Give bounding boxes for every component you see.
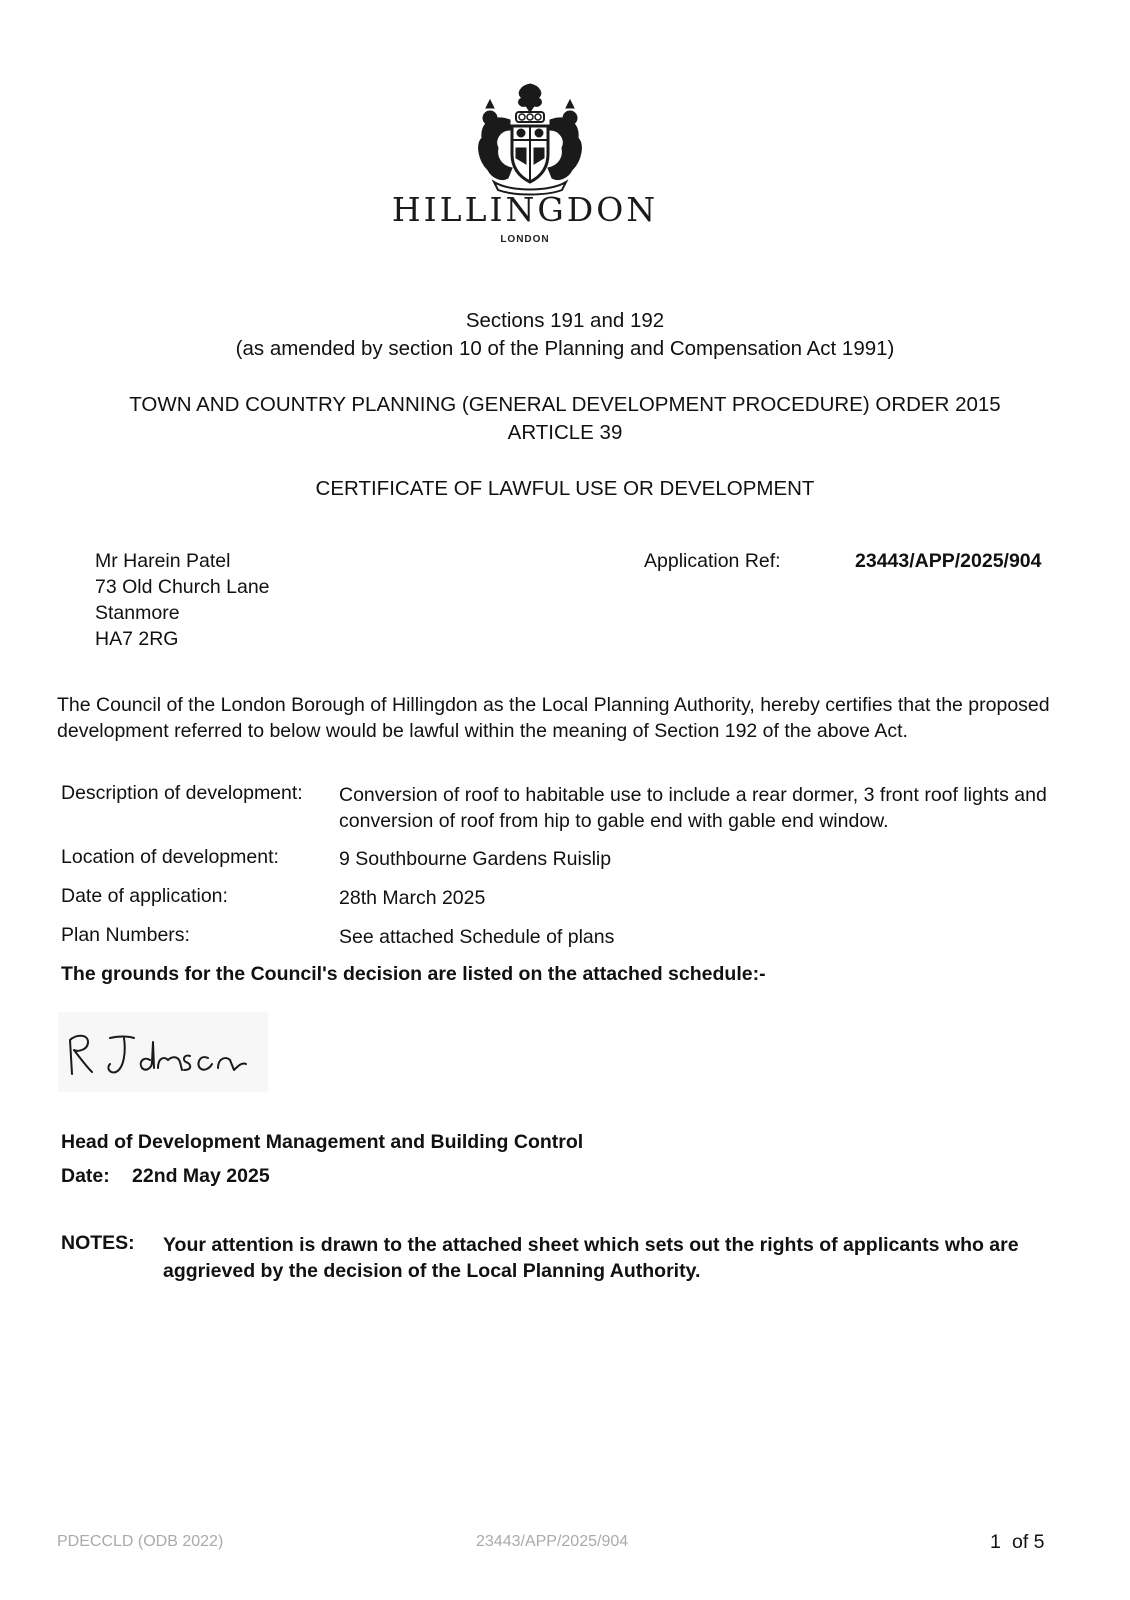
amended-heading: (as amended by section 10 of the Planning and Compensation Act 1991) [235,337,895,360]
footer-form-code: PDECCLD (ODB 2022) [57,1533,224,1550]
signatory-date-value: 22nd May 2025 [132,1165,270,1187]
page-total: of 5 [1012,1531,1045,1553]
addressee-name: Mr Harein Patel [95,550,231,572]
notes-text: Your attention is drawn to the attached sheet which sets out the rights of applicants who are aggrieved by the decision of the Local Planning Authority. [163,1234,1019,1282]
article-heading: ARTICLE 39 [507,421,623,444]
signature-image [58,1012,268,1092]
signatory-title: Head of Development Management and Building Control [61,1131,584,1153]
addressee-street: 73 Old Church Lane [95,576,270,598]
location-label: Location of development: [61,846,279,868]
certification-text: The Council of the London Borough of Hillingdon as the Local Planning Authority, hereby certifies that the proposed development referred to below would be lawful within the meaning of Section 192 of the above Act. [57,694,1050,742]
addressee-town: Stanmore [95,602,180,624]
grounds-statement: The grounds for the Council's decision are listed on the attached schedule:- [61,963,766,985]
council-wordmark: HILLINGDON [391,190,659,229]
description-label: Description of development: [61,782,303,804]
sections-heading: Sections 191 and 192 [465,309,665,332]
addressee-postcode: HA7 2RG [95,628,179,650]
footer-ref: 23443/APP/2025/904 [476,1533,629,1550]
date-of-application-label: Date of application: [61,885,228,907]
plan-numbers-value: See attached Schedule of plans [339,926,615,948]
signatory-date-label: Date: [61,1165,110,1187]
council-crest-icon [450,78,610,196]
page-current: 1 [990,1531,1001,1553]
location-value: 9 Southbourne Gardens Ruislip [339,848,612,870]
application-ref-value: 23443/APP/2025/904 [855,550,1042,572]
description-value: Conversion of roof to habitable use to include a rear dormer, 3 front roof lights and conversion of roof from hip to gable end with gable end window. [339,784,1047,832]
council-wordmark-sub: LONDON [500,234,550,245]
plan-numbers-label: Plan Numbers: [61,924,190,946]
certificate-title: CERTIFICATE OF LAWFUL USE OR DEVELOPMENT [315,477,815,500]
application-ref-label: Application Ref: [644,550,781,572]
order-heading: TOWN AND COUNTRY PLANNING (GENERAL DEVELOPMENT PROCEDURE) ORDER 2015 [129,393,1001,416]
notes-label: NOTES: [61,1232,135,1254]
date-of-application-value: 28th March 2025 [339,887,486,909]
